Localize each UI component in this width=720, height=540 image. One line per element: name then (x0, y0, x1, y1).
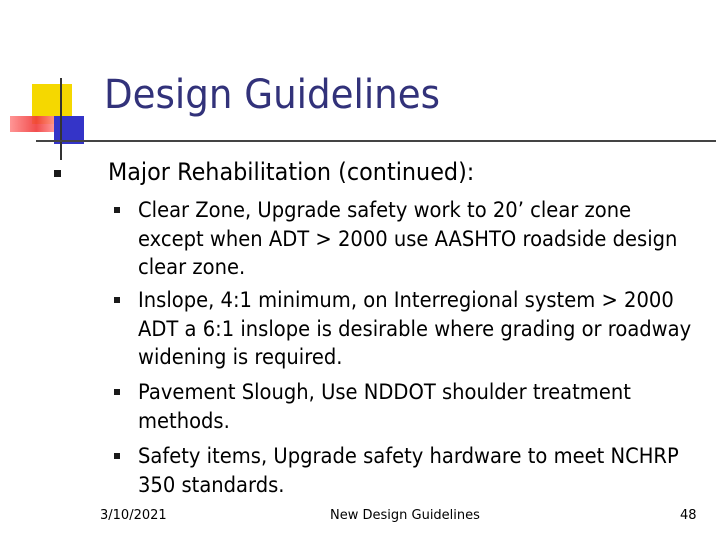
bullet-icon (114, 207, 120, 213)
list-item (138, 196, 698, 282)
footer-date: 3/10/2021 (100, 508, 167, 523)
list-item-text: Safety items, Upgrade safety hardware to meet NCHRP 350 standards. (138, 444, 679, 497)
list-item-text: Clear Zone, Upgrade safety work to 20’ clear zone except when ADT > 2000 use AASHTO roadside design clear zone. (138, 198, 678, 279)
bullet-icon (114, 389, 120, 395)
section-heading: Major Rehabilitation (continued): (108, 158, 475, 186)
list-item-text: Inslope, 4:1 minimum, on Interregional system > 2000 ADT a 6:1 inslope is desirable where grading or roadway widening is required. (138, 288, 692, 369)
logo-red-bar (10, 116, 54, 132)
title-horizontal-rule (36, 140, 716, 142)
footer-title: New Design Guidelines (330, 508, 480, 523)
list-item-text: Pavement Slough, Use NDDOT shoulder treatment methods. (138, 380, 631, 433)
bullet-icon (114, 297, 120, 303)
list-item (138, 442, 698, 499)
bullet-icon (54, 170, 61, 177)
page-number: 48 (680, 508, 697, 523)
list-item (138, 286, 698, 372)
list-item (138, 378, 698, 435)
title-vertical-rule (60, 78, 62, 160)
slide-title: Design Guidelines (104, 72, 441, 118)
bullet-icon (114, 453, 120, 459)
